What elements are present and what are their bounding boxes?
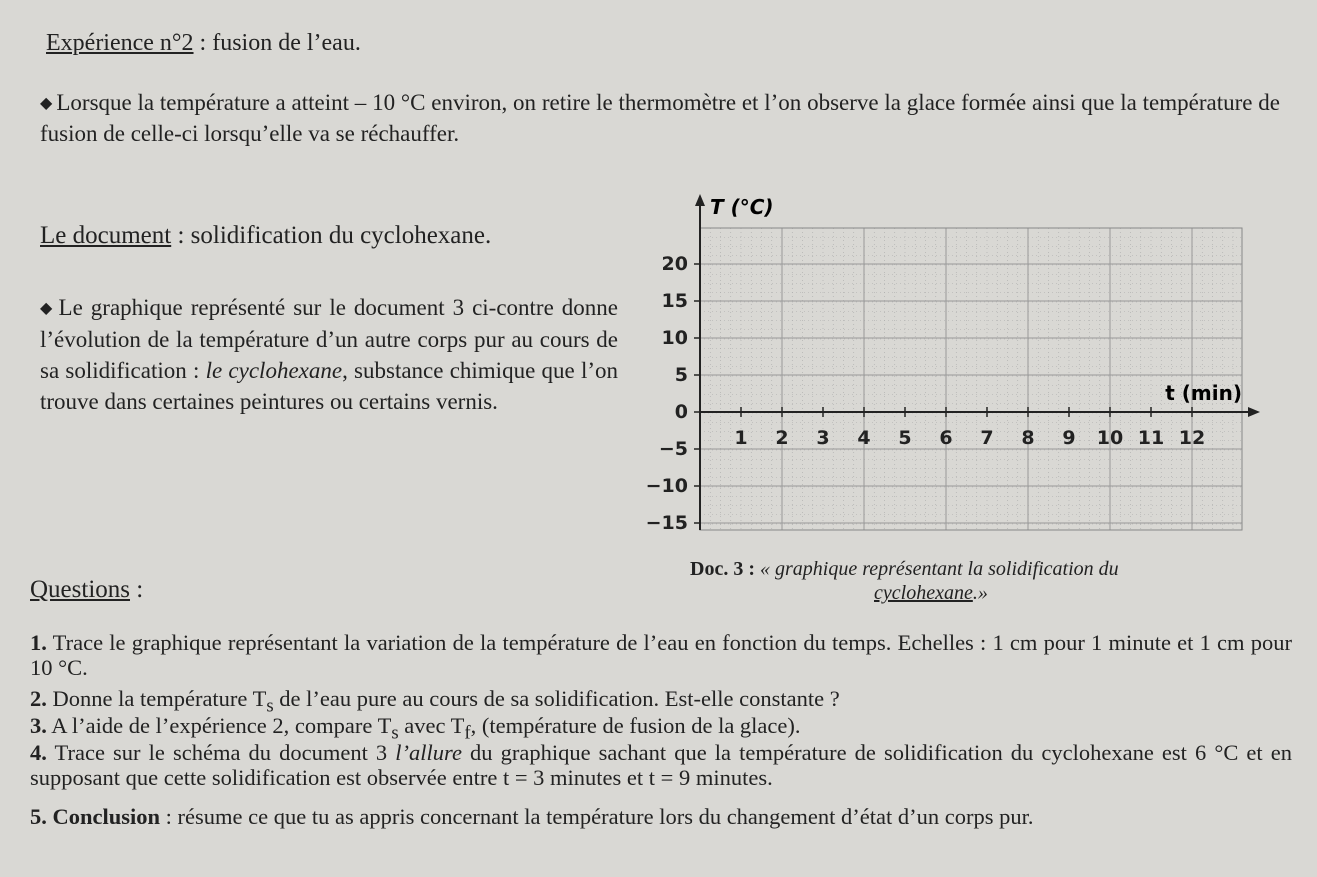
caption-line2-text: cyclohexane [874, 582, 973, 604]
document-paragraph-a: Le graphique représenté sur le document 3 ci-contre donne l’évolution de la température d’un autre corps pur au cours de sa solidification : [40, 295, 618, 383]
questions-heading [30, 576, 143, 604]
y-tick-label: 10 [661, 327, 688, 349]
question-3-text-a: A l’aide de l’expérience 2, compare T [46, 713, 392, 738]
question-3-subscript-f: f [464, 722, 471, 744]
question-5-number: 5. [30, 804, 47, 829]
question-3-subscript-s: s [391, 722, 399, 744]
y-tick-label: 20 [661, 253, 688, 275]
question-2-subscript: s [266, 695, 274, 717]
x-tick-label: 11 [1137, 427, 1165, 449]
chart-axes [695, 194, 1260, 530]
x-tick-label: 12 [1178, 427, 1206, 449]
question-5-text: : résume ce que tu as appris concernant la température lors du changement d’état d’un corps pur. [160, 804, 1034, 829]
experience-paragraph [40, 88, 1280, 149]
temperature-chart [600, 180, 1280, 560]
experience-title-rest: : fusion de l’eau. [193, 30, 361, 56]
question-3-number: 3. [30, 713, 47, 738]
question-1-text: Trace le graphique représentant la variation de la température de l’eau en fonction du temps. Echelles : 1 cm pour 1 minute et 1 cm pour 10 °C. [30, 630, 1292, 680]
question-2-text-b: de l’eau pure au cours de sa solidification. Est-elle constante ? [273, 686, 840, 711]
question-3-text-b: avec T [398, 713, 465, 738]
y-tick-label: 5 [674, 364, 688, 386]
document-paragraph-italic: le cyclohexane [205, 358, 343, 383]
question-4-text-b: du graphique sachant que la température de solidification du cyclohexane est 6 °C et en supposant que cette solidification est observée entre t = 3 minutes et t = 9 minutes. [30, 740, 1292, 790]
question-3-text-c: , (température de fusion de la glace). [470, 713, 801, 738]
chart-x-axis-label: t (min) [1165, 381, 1242, 405]
figure-caption-line2 [874, 582, 988, 605]
x-tick-label: 4 [857, 427, 871, 449]
x-tick-label: 3 [816, 427, 830, 449]
y-tick-label: −15 [645, 512, 688, 534]
y-tick-label: 15 [661, 290, 688, 312]
document-paragraph-b: , substance chimique que l’on trouve dans certaines peintures ou certains vernis. [40, 358, 618, 414]
question-4-italic: l’allure [395, 740, 462, 765]
y-tick-label: −5 [658, 438, 688, 460]
question-2-number: 2. [30, 686, 47, 711]
question-5-label: Conclusion [46, 804, 161, 829]
caption-doc-label: Doc. 3 : [690, 558, 755, 580]
chart-y-ticks [646, 253, 700, 534]
figure-caption-line1 [690, 558, 1119, 581]
chart-x-ticks [734, 407, 1205, 449]
questions-heading-label: Questions [30, 576, 130, 603]
diamond-bullet-icon: ◆ [40, 300, 55, 317]
x-tick-label: 7 [980, 427, 994, 449]
y-axis-arrow-icon [695, 194, 705, 206]
x-tick-label: 8 [1021, 427, 1035, 449]
experience-paragraph-text: Lorsque la température a atteint – 10 °C environ, on retire le thermomètre et l’on observe la glace formée ainsi que la température de fusion de celle-ci lorsqu’elle va se réchauffer. [40, 90, 1280, 146]
x-tick-label: 9 [1062, 427, 1076, 449]
question-1 [30, 630, 1292, 680]
diamond-bullet-icon: ◆ [40, 95, 53, 112]
question-4-text-a: Trace sur le schéma du document 3 [46, 740, 396, 765]
x-tick-label: 5 [898, 427, 912, 449]
chart-frame [700, 228, 1242, 530]
document-paragraph [40, 292, 618, 417]
question-4-number: 4. [30, 740, 47, 765]
y-tick-label: −10 [645, 475, 688, 497]
question-5 [30, 804, 1292, 829]
question-2-text-a: Donne la température T [46, 686, 267, 711]
x-tick-label: 6 [939, 427, 953, 449]
document-heading [40, 222, 491, 250]
document-heading-rest: : solidification du cyclohexane. [171, 222, 492, 249]
chart-y-axis-label: T (°C) [710, 195, 774, 219]
x-axis-arrow-icon [1248, 407, 1260, 417]
chart-major-grid [700, 228, 1242, 530]
document-heading-label: Le document [40, 222, 172, 249]
x-tick-label: 10 [1096, 427, 1124, 449]
question-4 [30, 740, 1292, 790]
x-tick-label: 1 [734, 427, 748, 449]
questions-heading-colon: : [130, 576, 144, 603]
question-1-number: 1. [30, 630, 47, 655]
x-tick-label: 2 [775, 427, 789, 449]
experience-title [46, 30, 361, 57]
caption-line2-end: .» [972, 582, 988, 604]
chart-minor-grid [700, 228, 1242, 530]
y-tick-label: 0 [674, 401, 688, 423]
experience-title-label: Expérience n°2 [46, 30, 194, 56]
caption-line1-text: « graphique représentant la solidification du [754, 558, 1119, 580]
